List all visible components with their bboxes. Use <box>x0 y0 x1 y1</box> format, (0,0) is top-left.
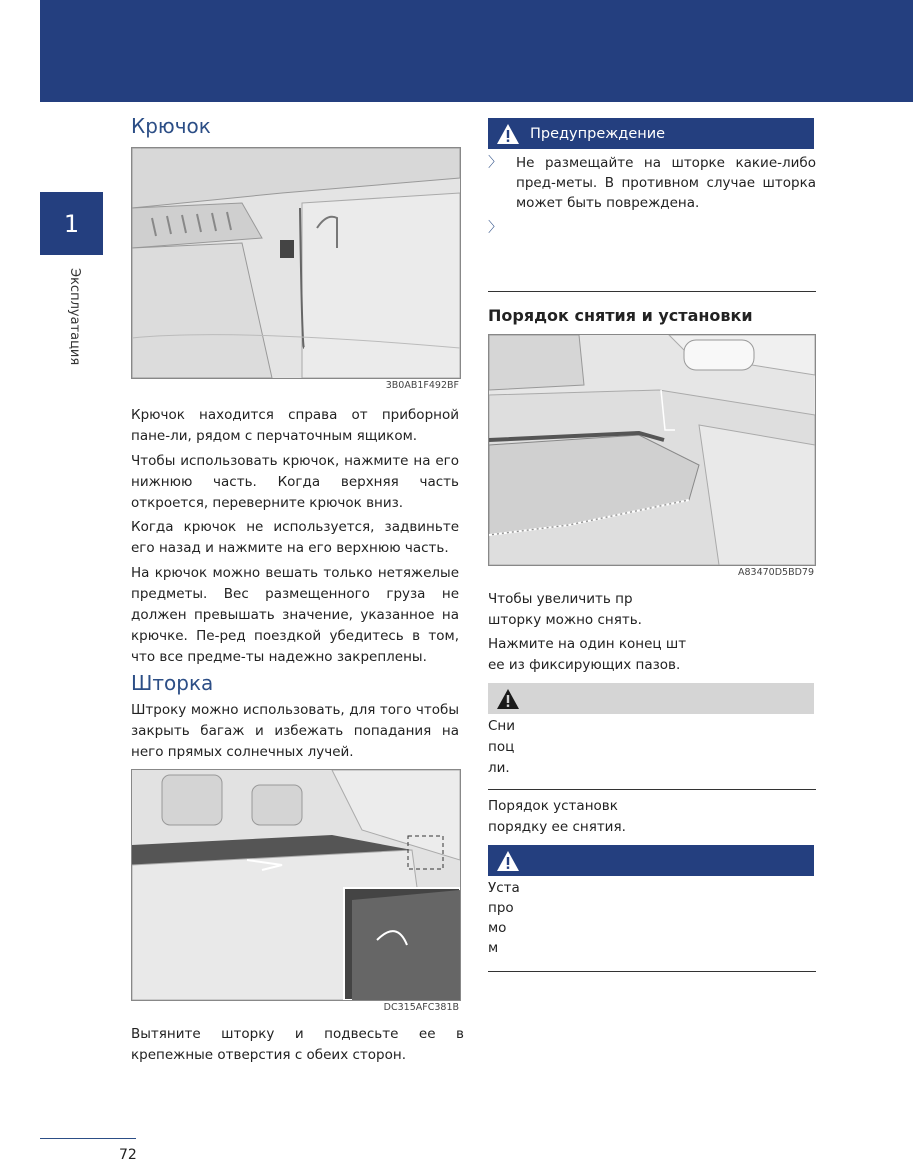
warning-triangle-icon <box>496 123 520 145</box>
warning-2-line-1: Уста <box>488 880 520 896</box>
warning-header-2 <box>488 845 814 876</box>
warning-title: Предупреждение <box>530 125 666 142</box>
removal-paragraph-1-line-2: шторку можно снять. <box>488 612 642 628</box>
removal-paragraph-1 <box>488 589 688 631</box>
removal-paragraph-2-line-1: Нажмите на один конец шт <box>488 636 687 652</box>
header-band <box>40 0 913 102</box>
warning-bullet-1 <box>488 153 816 215</box>
install-line-2: порядку ее снятия. <box>488 819 626 835</box>
warning-triangle-icon <box>496 688 520 710</box>
warning-header <box>488 118 814 149</box>
chapter-number: 1 <box>63 209 80 238</box>
note-gray-line-1: Сни <box>488 718 516 734</box>
hook-paragraph-1: Крючок находится справа от приборной пане-ли, рядом с перчаточным ящиком. <box>131 407 459 444</box>
install-line-1: Порядок установк <box>488 798 618 814</box>
note-gray-line-2: поц <box>488 739 515 755</box>
shade-paragraph-1: Штроку можно использовать, для того чтобы закрыть багаж и избежать попадания на него прямых солнечных лучей. <box>131 702 459 760</box>
shade-paragraph-2: Вытяните шторку и подвесьте ее в крепежные отверстия с обеих сторон. <box>131 1026 464 1063</box>
chevron-right-icon: 〉 <box>488 155 502 171</box>
shade-section-title: Шторка <box>131 671 214 695</box>
chevron-right-icon: 〉 <box>488 220 502 236</box>
note-gray-text <box>488 716 548 779</box>
note-divider-2 <box>488 971 816 972</box>
hook-paragraph-2: Чтобы использовать крючок, нажмите на его нижнюю часть. Когда верхняя часть откроется, переверните крючок вниз. <box>131 453 459 511</box>
removal-section-title: Порядок снятия и установки <box>488 306 753 325</box>
warning-bullet-1-text: Не размещайте на шторке какие-либо пред-меты. В противном случае шторка может быть повреждена. <box>516 155 816 211</box>
section-divider <box>488 291 816 292</box>
warning-triangle-icon <box>496 850 520 872</box>
footer-rule <box>40 1138 136 1139</box>
hook-figure <box>131 147 461 379</box>
note-divider-1 <box>488 789 816 790</box>
note-header-gray <box>488 683 814 714</box>
removal-figure <box>488 334 816 566</box>
chapter-number-tab <box>40 192 103 255</box>
removal-paragraph-2 <box>488 634 708 676</box>
hook-section-title: Крючок <box>131 114 211 138</box>
shade-figure <box>131 769 461 1001</box>
chapter-label: Эксплуатация <box>67 268 82 366</box>
removal-paragraph-1-line-1: Чтобы увеличить пр <box>488 591 633 607</box>
warning-2-line-4: м <box>488 940 499 956</box>
hook-paragraph-4: На крючок можно вешать только нетяжелые предметы. Вес размещенного груза не должен превышать значение, указанное на крючке. Пе-ред поездкой убедитесь в том, что все предме-ты надежно закреплены. <box>131 565 459 665</box>
removal-paragraph-2-line-2: ее из фиксирующих пазов. <box>488 657 681 673</box>
page-number: 72 <box>119 1147 137 1163</box>
hook-paragraph-3: Когда крючок не используется, задвиньте его назад и нажмите на его верхнюю часть. <box>131 519 459 556</box>
note-gray-line-3: ли. <box>488 760 510 776</box>
removal-figure-code: A83470D5BD79 <box>738 567 814 578</box>
warning-2-line-2: про <box>488 900 514 916</box>
warning-2-line-3: мо <box>488 920 507 936</box>
chapter-side-label <box>60 268 90 368</box>
shade-figure-code: DC315AFC381B <box>383 1002 459 1013</box>
hook-figure-code: 3B0AB1F492BF <box>385 380 459 391</box>
install-paragraph <box>488 796 688 838</box>
warning-bullet-2 <box>488 218 816 238</box>
warning-2-text <box>488 878 548 958</box>
